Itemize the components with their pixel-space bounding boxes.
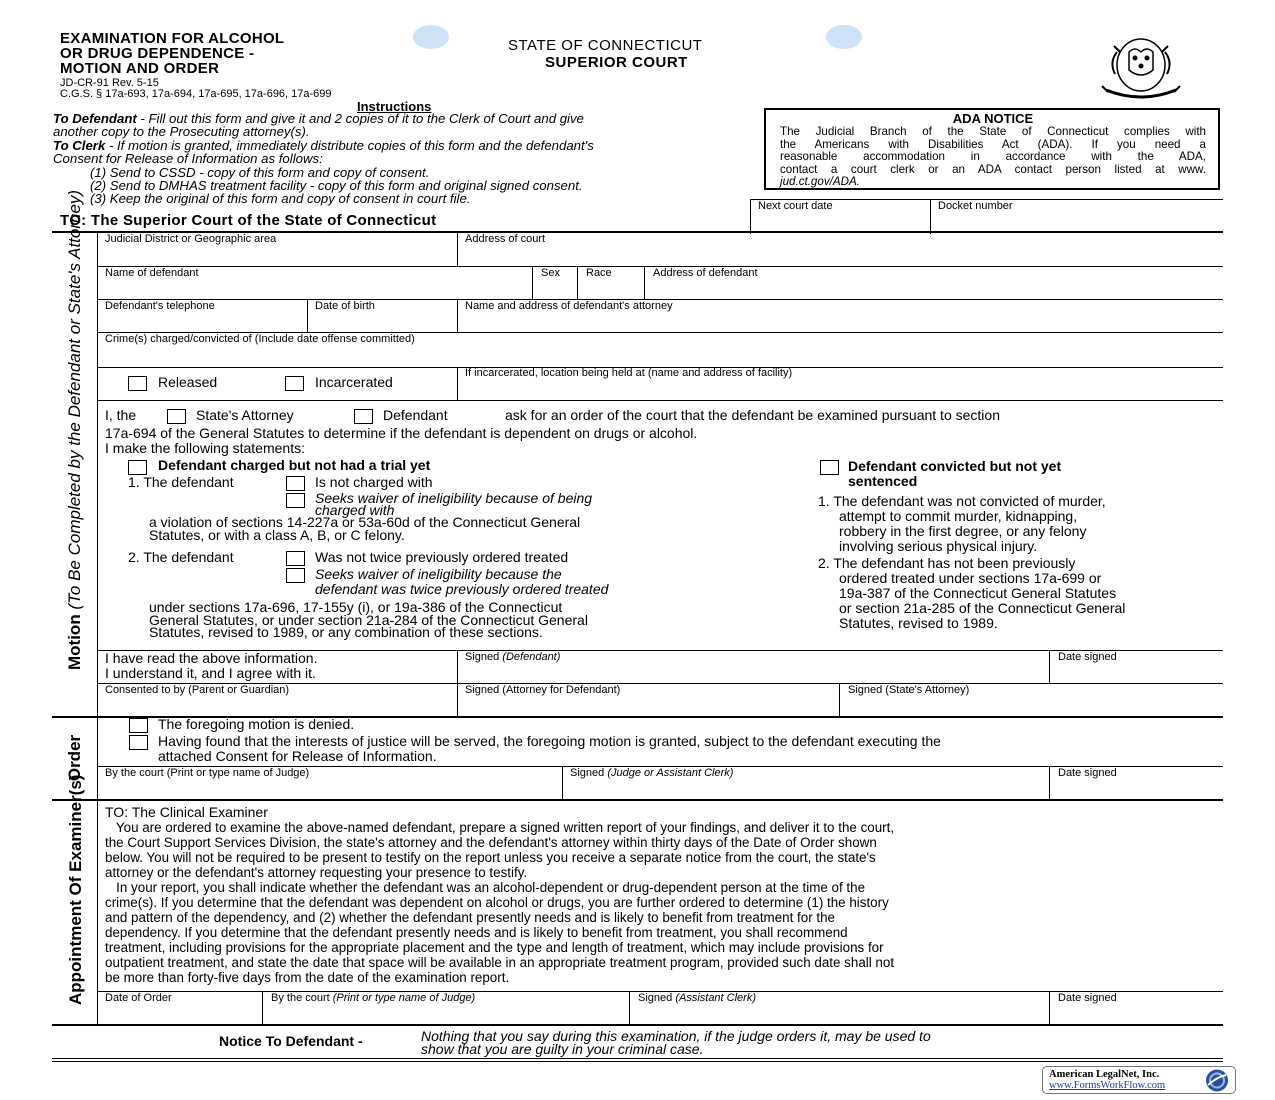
order-side-label: Order [65,734,84,782]
motion-text-line3: I make the following statements: [105,440,305,456]
statutes: C.G.S. § 17a-693, 17a-694, 17a-695, 17a-696, 17a-699 [60,88,332,100]
next-court-date-field[interactable]: Next court date [758,200,833,212]
incarcerated-location-field[interactable]: If incarcerated, location being held at (name and address of facility) [465,367,793,379]
convicted-not-sentenced-heading: Defendant convicted but not yet sentenced [848,458,1062,489]
item1-label: 1. The defendant [128,474,234,490]
docket-number-field[interactable]: Docket number [938,200,1013,212]
right-statement-2: 2. The defendant has not been previously ordered treated under sections 17a-699 or 19a-387 of the Connecticut General Statutes or section 21a-285 of the Connecticut General Statutes, revised to 1989. [818,555,1126,631]
globe-icon [1200,1068,1234,1093]
incarcerated-checkbox[interactable] [285,376,304,391]
crimes-charged-field[interactable]: Crime(s) charged/convicted of (Include date offense committed) [105,333,415,345]
attorney-name-address-field[interactable]: Name and address of defendant's attorney [465,300,673,312]
states-attorney-checkbox[interactable] [167,409,186,424]
form-number: JD-CR-91 Rev. 5-15 [60,77,159,89]
signed-states-attorney-field[interactable]: Signed (State's Attorney) [848,684,970,696]
defendant-telephone-field[interactable]: Defendant's telephone [105,300,215,312]
motion-granted-checkbox[interactable] [129,735,148,750]
incarcerated-label: Incarcerated [315,374,393,390]
decorative-dot [826,25,862,49]
appointment-body: You are ordered to examine the above-named defendant, prepare a signed written report of your findings, and deliver it to the court, the Court Support Services Division, the state's attorney and the defendant's attorney within thirty days of the Date of Order shown below. You will not be required to be present to testify on the report unless you receive a separate notice from the court, the state's attorney or the defendant's attorney requesting your presence to testify. In your report, you shall indicate whether the defendant was an alcohol-dependent or drug-dependent person at the time of the crime(s). If you determine that the defendant was dependent on alcohol or drugs, you are further ordered to determine (1) the history and pattern of the dependency, and (2) whether the defendant presently needs and is likely to benefit from treatment for the dependency. If you determine that the defendant presently needs and is likely to benefit from treatment, you shall recommend treatment, including provisions for the appropriate placement and the type and length of treatment, which may include provisions for outpatient treatment, and state the date that space will be available in an appropriate treatment program, provided such date shall not be more than forty-five days from the date of the examination report. [105,820,895,985]
notice-text: Nothing that you say during this examination, if the judge orders it, may be used to show that you are guilty in your criminal case. [421,1028,931,1057]
motion-granted-label: Having found that the interests of justice will be served, the foregoing motion is granted, subject to the defendant executing the attached Consent for Release of Information. [158,733,941,764]
defendant-address-field[interactable]: Address of defendant [653,267,758,279]
defendant-checkbox[interactable] [354,409,373,424]
waiver-charged-label: Seeks waiver of ineligibility because of being charged with [315,490,593,518]
race-field[interactable]: Race [586,267,612,279]
ada-notice: ADA NOTICE The Judicial Branch of the State of Connecticut complies with the Americans with Disabilities Act (ADA). If you need a reasonable accommodation in accordance with the ADA, contact a court clerk or an ADA contact person listed at www. jud.ct.gov/ADA. [764,108,1220,190]
judicial-district-field[interactable]: Judicial District or Geographic area [105,233,277,245]
order-signed-field[interactable]: Signed (Judge or Assistant Clerk) [570,767,734,779]
motion-ask-text: ask for an order of the court that the defendant be examined pursuant to section [505,407,1000,423]
read-understand-text: I have read the above information. I understand it, and I agree with it. [105,650,318,681]
state-name: STATE OF CONNECTICUT [508,37,703,54]
signed-defendant-field[interactable]: Signed (Defendant) [465,651,561,663]
appointment-side-label: Appointment Of Examiner(s) [66,774,85,1005]
defendant-label: Defendant [383,407,448,423]
appointment-by-court-field[interactable]: By the court (Print or type name of Judge) [271,992,476,1004]
form-title: EXAMINATION FOR ALCOHOL OR DRUG DEPENDENCE - MOTION AND ORDER [60,30,285,77]
motion-side-label: Motion (To Be Completed by the Defendant or State's Attorney) [65,189,84,670]
signed-attorney-field[interactable]: Signed (Attorney for Defendant) [465,684,621,696]
instructions-heading: Instructions [357,99,432,114]
defendant-date-signed-field[interactable]: Date signed [1058,651,1117,663]
appointment-date-signed-field[interactable]: Date signed [1058,992,1117,1004]
appointment-signed-field[interactable]: Signed (Assistant Clerk) [638,992,756,1004]
instructions: To Defendant - Fill out this form and give it and 2 copies of it to the Clerk of Court and give another copy to the Prosecuting attorney(s). To Clerk - If motion is granted, immediately distribute copies of this form and the defendant's Consent for Release of Information as follows: (1) Send to CSSD - copy of this form and copy of consent. (2) Send to DMHAS treatment facility - copy of this form and original signed consent. (3) Keep the original of this form and copy of consent in court file. [53,111,594,207]
state-seal-icon [1092,32,1190,102]
order-date-signed-field[interactable]: Date signed [1058,767,1117,779]
released-checkbox[interactable] [128,376,147,391]
motion-text-line2: 17a-694 of the General Statutes to determine if the defendant is dependent on drugs or alcohol. [105,425,698,441]
i-the-label: I, the [105,407,137,423]
american-legalnet-logo: American LegalNet, Inc. www.FormsWorkFlow.com [1042,1066,1236,1094]
waiver-twice-treated-label: Seeks waiver of ineligibility because the defendant was twice previously ordered treated [315,566,609,597]
waiver-charged-checkbox[interactable] [286,493,305,508]
not-charged-label: Is not charged with [315,474,433,490]
order-by-court-field[interactable]: By the court (Print or type name of Judge) [105,767,310,779]
address-of-court-field[interactable]: Address of court [465,233,546,245]
released-label: Released [158,374,218,390]
violation-text: a violation of sections 14-227a or 53a-60d of the Connecticut General Statutes, or with a class A, B, or C felony. [149,514,581,543]
court-name: SUPERIOR COURT [545,54,688,71]
under-sections-text: under sections 17a-696, 17-155y (i), or 19a-386 of the Connecticut General Statutes, or under section 21a-284 of the Connecticut General Statutes, revised to 1989, or any combination of these sections. [149,599,588,640]
charged-no-trial-checkbox[interactable] [128,460,147,475]
to-superior-court: TO: The Superior Court of the State of Connecticut [60,212,437,229]
consented-by-field[interactable]: Consented to by (Parent or Guardian) [105,684,290,696]
decorative-dot [413,25,449,49]
date-of-order-field[interactable]: Date of Order [105,992,172,1004]
clinical-examiner-to: TO: The Clinical Examiner [105,804,268,820]
states-attorney-label: State's Attorney [196,407,294,423]
defendant-name-field[interactable]: Name of defendant [105,267,199,279]
notice-label: Notice To Defendant - [219,1033,363,1049]
date-of-birth-field[interactable]: Date of birth [315,300,375,312]
motion-denied-checkbox[interactable] [129,718,148,733]
right-statement-1: 1. The defendant was not convicted of murder, attempt to commit murder, kidnapping, robbery in the first degree, or any felony involving serious physical injury. [818,493,1106,554]
not-charged-checkbox[interactable] [286,476,305,491]
motion-denied-label: The foregoing motion is denied. [158,716,355,732]
convicted-not-sentenced-checkbox[interactable] [820,460,839,475]
item2-label: 2. The defendant [128,549,234,565]
charged-no-trial-heading: Defendant charged but not had a trial yet [158,457,431,473]
not-twice-treated-label: Was not twice previously ordered treated [315,549,569,565]
sex-field[interactable]: Sex [541,267,560,279]
not-twice-treated-checkbox[interactable] [286,551,305,566]
waiver-twice-treated-checkbox[interactable] [286,568,305,583]
